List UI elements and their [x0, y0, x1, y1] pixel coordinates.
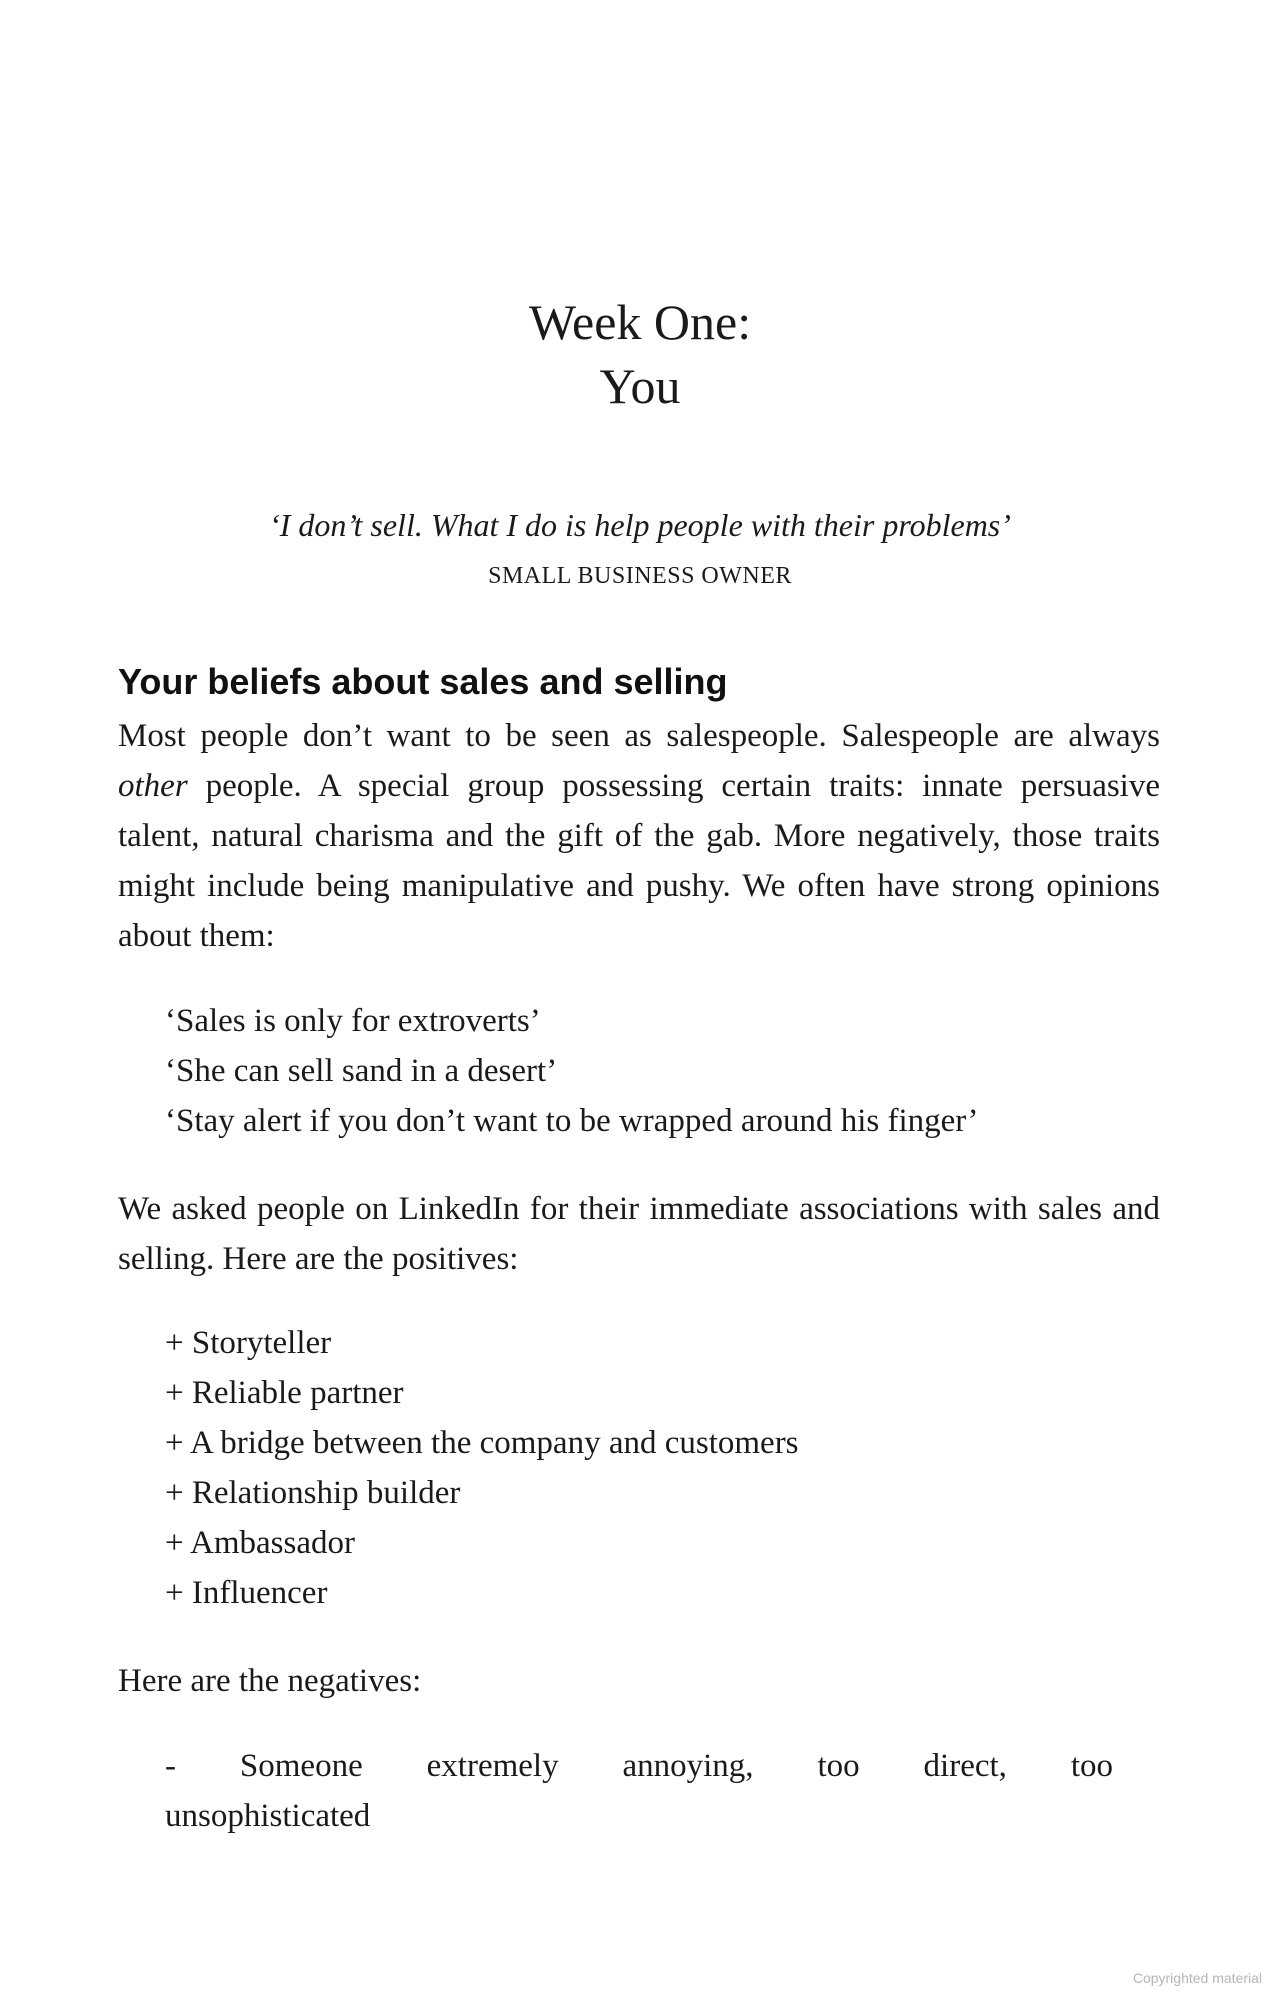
word: - — [165, 1748, 176, 1784]
epigraph-quote: ‘I don’t sell. What I do is help people with their problems’ — [269, 507, 1011, 543]
word: too — [1070, 1748, 1113, 1784]
section-heading: Your beliefs about sales and selling — [118, 661, 728, 702]
epigraph-attribution: SMALL BUSINESS OWNER — [488, 563, 792, 589]
list-item: + A bridge between the company and customers — [165, 1425, 799, 1461]
word: annoying, — [622, 1748, 754, 1784]
copyright-notice: Copyrighted material — [1132, 1970, 1262, 1986]
list-item-continuation: unsophisticated — [165, 1798, 371, 1834]
list-item: + Relationship builder — [165, 1475, 461, 1511]
paragraph-1 — [118, 711, 1160, 961]
negatives-list — [165, 1741, 1113, 1841]
paragraph-2: We asked people on LinkedIn for their immediate associations with sales and selling. Here are the positives: — [118, 1191, 1160, 1277]
list-item: + Influencer — [165, 1575, 328, 1611]
word: direct, — [923, 1748, 1007, 1784]
list-item: ‘Stay alert if you don’t want to be wrapped around his finger’ — [165, 1103, 979, 1139]
paragraph-3: Here are the negatives: — [118, 1663, 422, 1699]
word: too — [817, 1748, 860, 1784]
list-item: ‘She can sell sand in a desert’ — [165, 1053, 558, 1089]
list-item — [165, 1741, 1113, 1791]
chapter-title-line1: Week One: — [528, 294, 752, 350]
list-item: + Reliable partner — [165, 1375, 404, 1411]
chapter-title-line2: You — [599, 358, 681, 414]
chapter-title — [0, 290, 1280, 418]
word: Someone — [239, 1748, 363, 1784]
list-item: + Storyteller — [165, 1325, 332, 1361]
p1-text-cont: people. A special group possessing certain traits: innate persuasive talent, natural charisma and the gift of the gab. More negatively, those traits might include being manipulative and pushy. We often have strong opinions about them: — [118, 768, 1160, 954]
opinions-list — [165, 996, 978, 1146]
list-item: ‘Sales is only for extroverts’ — [165, 1003, 541, 1039]
p1-text: Most people don’t want to be seen as salespeople. Salespeople are always — [118, 718, 1160, 754]
word: extremely — [426, 1748, 559, 1784]
list-item: + Ambassador — [165, 1525, 356, 1561]
positives-list — [165, 1318, 799, 1618]
p1-emphasis: other — [118, 768, 188, 804]
